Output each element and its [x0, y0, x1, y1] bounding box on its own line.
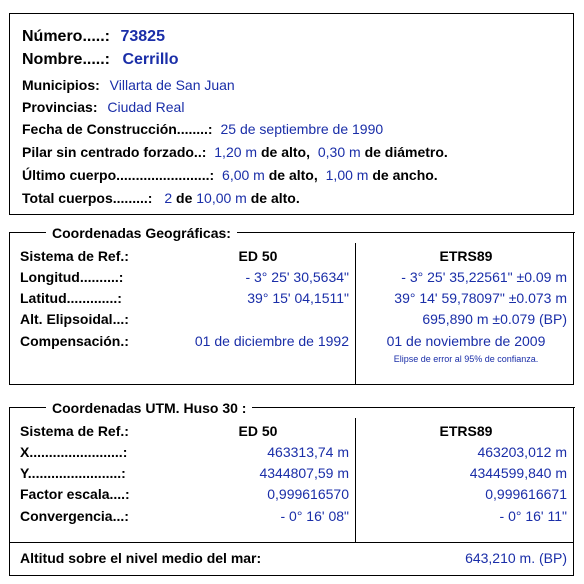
convergencia-label: Convergencia...:: [20, 508, 129, 524]
provincias-label: Provincias:: [22, 99, 98, 115]
utm-header-row: [10, 421, 573, 442]
longitud-ed50: - 3° 25' 30,5634": [245, 269, 349, 285]
geo-comp-row: [10, 331, 573, 352]
fecha-line: [22, 120, 383, 138]
geo-etrs-header: ETRS89: [439, 248, 493, 264]
geographic-coordinates-box: [9, 225, 574, 385]
pilar-alto-value: 1,20 m: [214, 144, 258, 160]
utm-factor-row: [10, 484, 573, 505]
station-info-box: [9, 13, 574, 215]
alt-elipsoidal-etrs: 695,890 m ±0.079 (BP): [422, 311, 567, 327]
altitud-row: [10, 548, 573, 569]
geo-title: Coordenadas Geográficas:: [46, 223, 237, 243]
pilar-label: Pilar sin centrado forzado..:: [22, 144, 207, 160]
geo-ed50-header: ED 50: [238, 248, 278, 264]
total-text: de alto.: [250, 190, 300, 206]
altitud-label: Altitud sobre el nivel medio del mar:: [20, 550, 262, 566]
municipios-label: Municipios:: [22, 77, 100, 93]
provincias-line: [22, 98, 184, 116]
utm-x-row: [10, 442, 573, 463]
fecha-value: 25 de septiembre de 1990: [220, 121, 384, 137]
latitud-etrs: 39° 14' 59,78097" ±0.073 m: [394, 290, 567, 306]
total-label: Total cuerpos.........:: [22, 190, 153, 206]
factor-escala-etrs: 0,999616671: [485, 486, 567, 502]
geo-header-row: [10, 246, 573, 267]
geo-sistema-label: Sistema de Ref.:: [20, 248, 129, 264]
total-line: [22, 189, 300, 207]
longitud-label: Longitud..........:: [20, 269, 124, 285]
utm-legend: [10, 398, 573, 418]
municipios-line: [22, 76, 235, 94]
factor-escala-label: Factor escala....:: [20, 486, 130, 502]
ultimo-label: Último cuerpo........................:: [22, 167, 215, 183]
compensacion-ed50: 01 de diciembre de 1992: [194, 333, 349, 349]
geo-longitud-row: [10, 267, 573, 288]
longitud-etrs: - 3° 25' 35,22561" ±0.09 m: [401, 269, 567, 285]
utm-conv-row: [10, 506, 573, 527]
total-value: 10,00 m: [196, 190, 247, 206]
ultimo-line: [22, 166, 438, 184]
y-ed50: 4344807,59 m: [259, 465, 349, 481]
numero-label: Número.....:: [22, 28, 111, 45]
pilar-diam-text: de diámetro.: [364, 144, 448, 160]
convergencia-ed50: - 0° 16' 08": [280, 508, 349, 524]
ultimo-alto-text: de alto,: [268, 167, 318, 183]
geo-latitud-row: [10, 288, 573, 309]
y-label: Y........................:: [20, 465, 126, 481]
geo-alt-row: [10, 309, 573, 330]
nombre-value: Cerrillo: [122, 51, 179, 68]
altitud-value: 643,210 m. (BP): [465, 550, 567, 566]
municipios-value: Villarta de San Juan: [109, 77, 235, 93]
pilar-alto-text: de alto,: [260, 144, 310, 160]
numero-value: 73825: [120, 28, 165, 45]
pilar-line: [22, 143, 448, 161]
ultimo-ancho-value: 1,00 m: [325, 167, 369, 183]
x-ed50: 463313,74 m: [267, 444, 349, 460]
utm-ed50-header: ED 50: [238, 423, 278, 439]
nombre-label: Nombre.....:: [22, 51, 111, 68]
latitud-label: Latitud.............:: [20, 290, 122, 306]
ultimo-alto-value: 6,00 m: [222, 167, 265, 183]
utm-altitud-separator: [10, 542, 573, 543]
fecha-label: Fecha de Construcción........:: [22, 121, 213, 137]
geo-legend: [10, 223, 573, 243]
utm-etrs-header: ETRS89: [439, 423, 493, 439]
pilar-diam-value: 0,30 m: [317, 144, 361, 160]
confidence-note: Elipse de error al 95% de confianza.: [393, 354, 539, 364]
utm-title: Coordenadas UTM. Huso 30 :: [46, 398, 252, 418]
utm-y-row: [10, 463, 573, 484]
numero-line: [22, 28, 165, 46]
compensacion-etrs: 01 de noviembre de 2009: [386, 333, 546, 349]
utm-sistema-label: Sistema de Ref.:: [20, 423, 129, 439]
x-label: X........................:: [20, 444, 128, 460]
x-etrs: 463203,012 m: [477, 444, 567, 460]
total-count: 2: [164, 190, 173, 206]
utm-coordinates-box: [9, 400, 574, 576]
total-de: de: [176, 190, 193, 206]
y-etrs: 4344599,840 m: [469, 465, 567, 481]
compensacion-label: Compensación.:: [20, 333, 129, 349]
latitud-ed50: 39° 15' 04,1511": [247, 290, 349, 306]
ultimo-ancho-text: de ancho.: [372, 167, 438, 183]
nombre-line: [22, 51, 178, 69]
geo-note-row: [10, 352, 573, 366]
convergencia-etrs: - 0° 16' 11": [499, 508, 567, 524]
provincias-value: Ciudad Real: [107, 99, 185, 115]
factor-escala-ed50: 0,999616570: [267, 486, 349, 502]
alt-elipsoidal-label: Alt. Elipsoidal...:: [20, 311, 129, 327]
